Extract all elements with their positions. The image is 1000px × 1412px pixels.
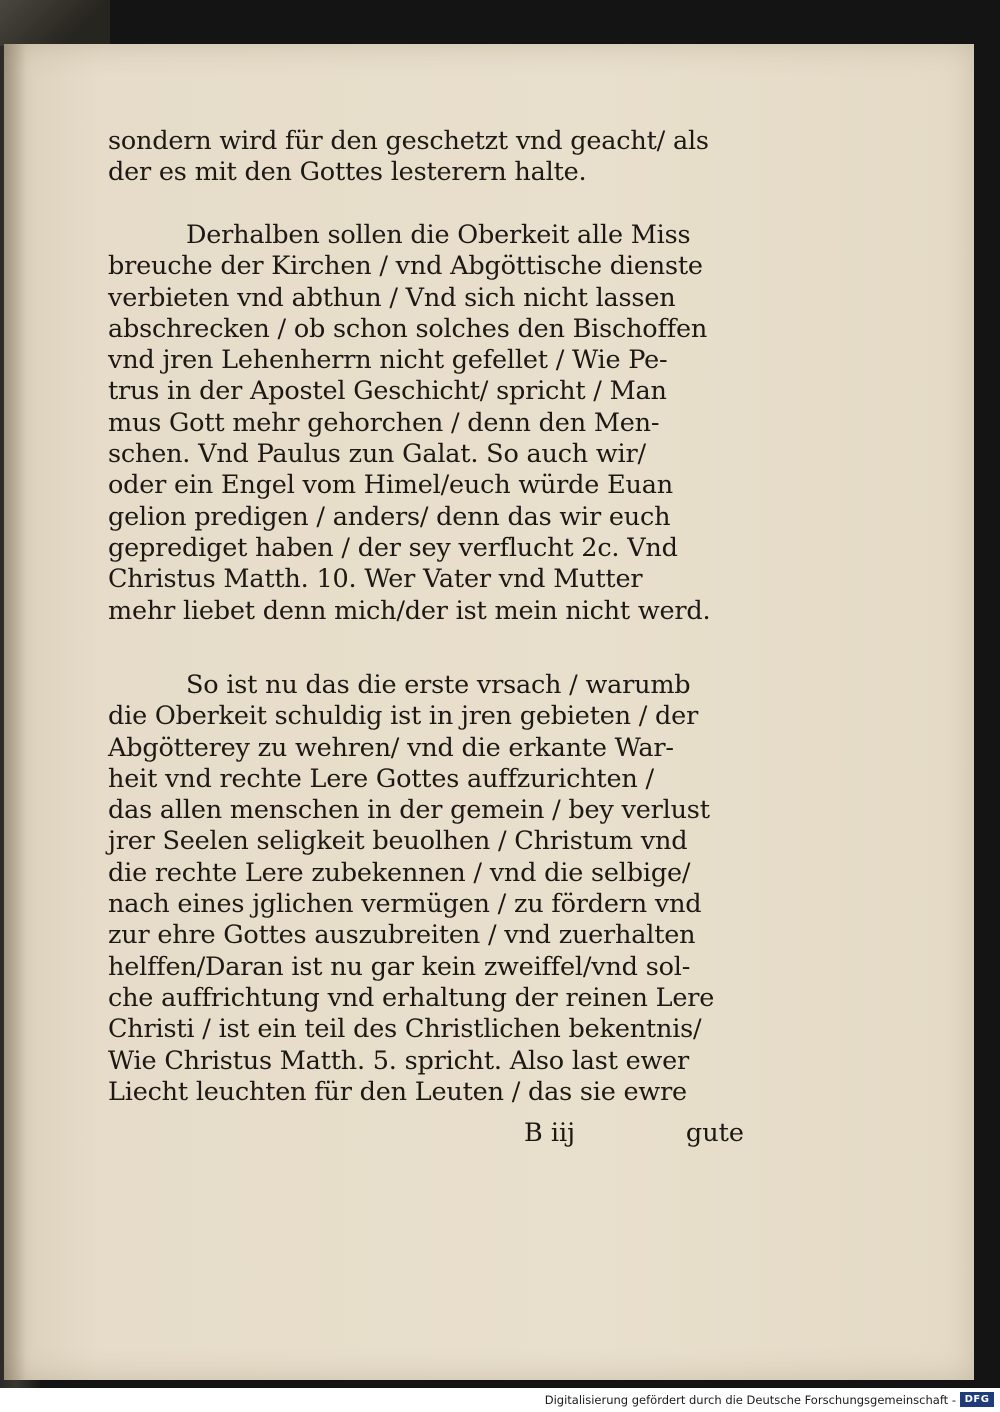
book-page (4, 44, 974, 1380)
text-line: jrer Seelen seligkeit beuolhen / Christum vnd (108, 826, 688, 857)
text-line: So ist nu das die erste vrsach / warumb (186, 670, 691, 700)
text-line: gelion predigen / anders/ denn das wir euch (108, 501, 671, 532)
text-line: geprediget haben / der sey verflucht 2c. Vnd (108, 532, 678, 563)
text-line: breuche der Kirchen / vnd Abgöttische dienste (108, 251, 703, 282)
text-line: Derhalben sollen die Oberkeit alle Miss (186, 220, 691, 250)
text-line: sondern wird für den geschetzt vnd geacht/ als (108, 126, 709, 156)
attribution-bar (0, 1388, 1000, 1412)
text-line: helffen/Daran ist nu gar kein zweiffel/vnd sol- (108, 951, 691, 982)
text-line: Abgötterey zu wehren/ vnd die erkante War- (108, 732, 674, 763)
text-line: nach eines jglichen vermügen / zu fördern vnd (108, 889, 702, 920)
text-line: Christi / ist ein teil des Christlichen bekentnis/ (108, 1014, 702, 1045)
text-line: mus Gott mehr gehorchen / denn den Men- (108, 407, 660, 438)
book-cover-corner (0, 0, 110, 46)
text-line: che auffrichtung vnd erhaltung der reinen Lere (108, 982, 715, 1013)
catchword: gute (685, 1118, 744, 1148)
text-line: trus in der Apostel Geschicht/ spricht / Man (108, 376, 667, 407)
text-line: der es mit den Gottes lesterern halte. (108, 157, 587, 188)
text-line: heit vnd rechte Lere Gottes auffzurichten / (108, 763, 654, 794)
dfg-logo: DFG (960, 1392, 994, 1407)
text-line: Christus Matth. 10. Wer Vater vnd Mutter (108, 564, 643, 595)
attribution-text: Digitalisierung gefördert durch die Deutsche Forschungsgemeinschaft - (544, 1393, 956, 1407)
page-footer-marks (108, 1118, 744, 1150)
text-line: die Oberkeit schuldig ist in jren gebieten / der (108, 701, 699, 732)
text-line: abschrecken / ob schon solches den Bischoffen (108, 313, 708, 344)
text-line: Wie Christus Matth. 5. spricht. Also last ewer (108, 1045, 690, 1076)
text-line: die rechte Lere zubekennen / vnd die selbige/ (108, 857, 691, 888)
text-line: schen. Vnd Paulus zun Galat. So auch wir/ (108, 439, 646, 470)
text-line: oder ein Engel vom Himel/euch würde Euan (108, 470, 673, 501)
text-line: Liecht leuchten für den Leuten / das sie ewre (108, 1076, 687, 1107)
text-line: zur ehre Gottes auszubreiten / vnd zuerhalten (108, 920, 696, 951)
text-line: mehr liebet denn mich/der ist mein nicht werd. (108, 595, 711, 626)
paragraph (108, 126, 748, 189)
signature-mark: B iij (524, 1118, 576, 1148)
paragraph (108, 220, 748, 627)
paragraph (108, 670, 748, 1108)
text-line: das allen menschen in der gemein / bey verlust (108, 795, 710, 826)
text-line: vnd jren Lehenherrn nicht gefellet / Wie Pe- (108, 345, 668, 376)
text-line: verbieten vnd abthun / Vnd sich nicht lassen (108, 282, 676, 313)
